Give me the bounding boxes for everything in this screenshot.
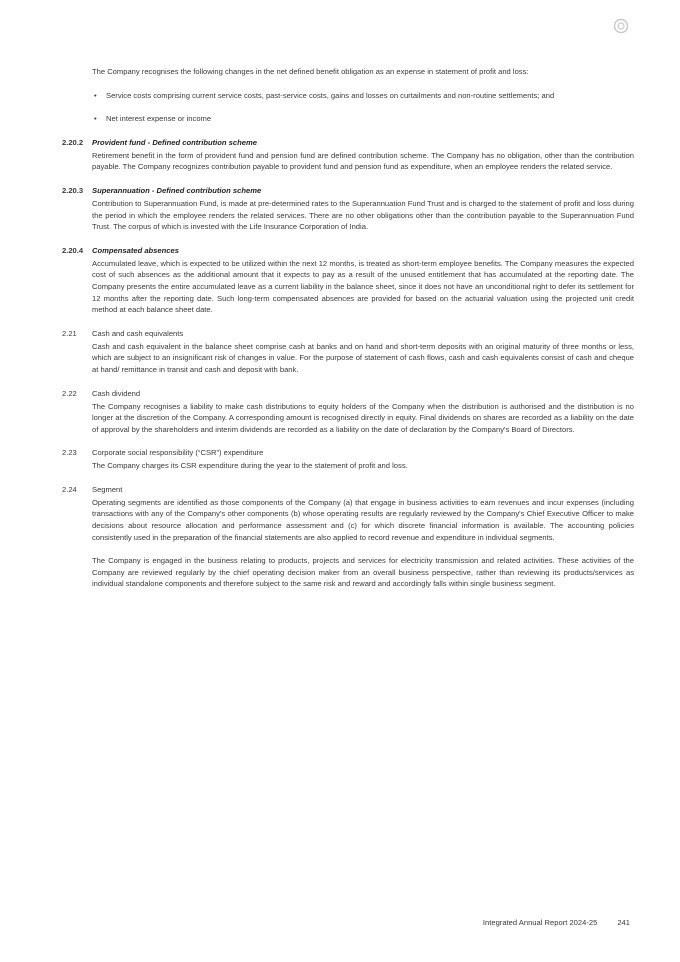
section-title: Compensated absences bbox=[92, 245, 179, 255]
section-heading bbox=[62, 245, 634, 257]
section-number: 2.20.3 bbox=[62, 185, 84, 195]
bullet-item bbox=[92, 113, 634, 125]
section-paragraph: Accumulated leave, which is expected to be utilized within the next 12 months, is treated as short-term employee benefits. The Company measures the expected cost of such absences as the additional amount that it expects to pay as a result of the unused entitlement that has accumulated at the reporting date. The Company presents the entire accumulated leave as a current liability in the balance sheet, since it does not have an unconditional right to defer its settlement for 12 months after the reporting date. Such long-term compensated absences are provided for based on the actuarial valuation using the projected unit credit method at each balance sheet date. bbox=[92, 258, 634, 315]
section-cash-equivalents bbox=[62, 328, 634, 376]
section-compensated-absences bbox=[62, 245, 634, 316]
section-paragraph: The Company is engaged in the business relating to products, projects and services for electricity transmission and related activities. These activities of the Company are reviewed regularly by the chief operating decision maker from an overall business perspective, rather than reviewing its products/services as individual standalone components and therefore subject to the same risk and reward and accordingly falls within single business segment. bbox=[92, 556, 634, 589]
report-title: Integrated Annual Report 2024-25 bbox=[482, 918, 598, 927]
section-csr bbox=[62, 447, 634, 472]
section-provident-fund bbox=[62, 137, 634, 173]
intro-block bbox=[92, 66, 634, 125]
section-title: Corporate social responsibility (“CSR”) expenditure bbox=[92, 448, 264, 458]
bullet-text: Net interest expense or income bbox=[106, 114, 212, 124]
section-title: Provident fund - Defined contribution scheme bbox=[92, 137, 257, 147]
section-title: Superannuation - Defined contribution scheme bbox=[92, 185, 262, 195]
section-number: 2.20.4 bbox=[62, 245, 84, 255]
section-cash-dividend bbox=[62, 388, 634, 436]
section-paragraph: Cash and cash equivalent in the balance sheet comprise cash at banks and on hand and short-term deposits with an original maturity of three months or less, which are subject to an insignificant risk of changes in value. For the purpose of statement of cash flows, cash and cash equivalents consist of cash and cheque at hand/ remittance in transit and cash and deposit with bank. bbox=[92, 341, 634, 374]
bullet-icon: • bbox=[94, 114, 97, 124]
section-paragraph: The Company charges its CSR expenditure during the year to the statement of profit and loss. bbox=[92, 461, 408, 471]
section-number: 2.24 bbox=[62, 484, 77, 494]
section-number: 2.23 bbox=[62, 448, 77, 458]
bullet-text: Service costs comprising current service costs, past-service costs, gains and losses on curtailments and non-routine settlements; and bbox=[106, 90, 555, 100]
section-heading bbox=[62, 137, 634, 149]
section-title: Cash dividend bbox=[92, 388, 141, 398]
section-number: 2.20.2 bbox=[62, 137, 84, 147]
section-title: Segment bbox=[92, 484, 123, 494]
section-paragraph: Contribution to Superannuation Fund, is made at pre-determined rates to the Superannuation Fund Trust and is charged to the statement of profit and loss during the period in which the employee renders the related services. There are no other obligations other than the contribution payable to the Superannuation Fund Trust. The corpus of which is invested with the Life Insurance Corporation of India. bbox=[92, 198, 634, 232]
company-logo-icon bbox=[613, 18, 629, 34]
section-number: 2.21 bbox=[62, 328, 77, 338]
section-heading bbox=[62, 388, 634, 400]
section-paragraph: Retirement benefit in the form of provident fund and pension fund are defined contribution scheme. The Company has no obligation, other than the contribution payable. The Company recognizes contribution payable to provident fund and pension fund as expenditure, when an employee renders the related service. bbox=[92, 150, 634, 172]
section-paragraph: Operating segments are identified as those components of the Company (a) that engage in business activities to earn revenues and incur expenses (including transactions with any of the Company's other components (b) whose operating results are regularly reviewed by the Company's Chief Executive Officer to make decisions about resource allocation and performance assessment and (c) for which discrete financial information is available. The accounting policies consistently used in the preparation of the financial statements are also applied to record revenue and expenditure in individual segments. bbox=[92, 497, 634, 542]
section-number: 2.22 bbox=[62, 388, 77, 398]
bullet-icon: • bbox=[94, 90, 97, 100]
section-heading bbox=[62, 328, 634, 340]
page-footer bbox=[483, 918, 630, 927]
bullet-item bbox=[92, 90, 634, 102]
section-heading bbox=[62, 484, 634, 496]
page-content bbox=[62, 66, 634, 602]
section-segment bbox=[62, 484, 634, 590]
section-heading bbox=[62, 447, 634, 459]
intro-text: The Company recognises the following changes in the net defined benefit obligation as an expense in statement of profit and loss: bbox=[92, 67, 529, 76]
section-superannuation bbox=[62, 185, 634, 233]
page-number: 241 bbox=[617, 918, 630, 927]
section-paragraph: The Company recognises a liability to make cash distributions to equity holders of the Company when the distribution is authorised and the distribution is no longer at the discretion of the Company. A corresponding amount is recognised directly in equity. Final dividends on shares are recorded as a liability on the date of approval by the shareholders and interim dividends are recorded as a liability on the date of declaration by the Company's Board of Directors. bbox=[92, 401, 634, 434]
bullet-list bbox=[92, 90, 634, 125]
section-heading bbox=[62, 185, 634, 197]
section-title: Cash and cash equivalents bbox=[92, 328, 184, 338]
